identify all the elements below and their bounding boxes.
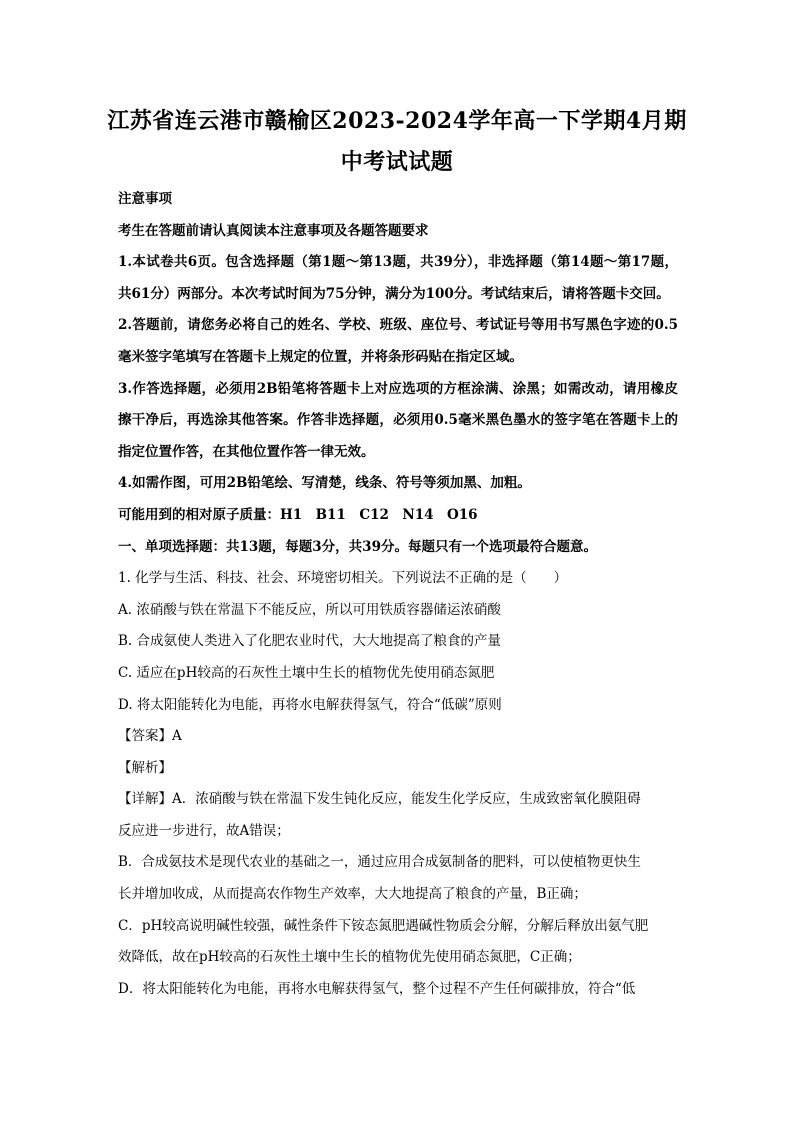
atomic-mass-line: 可能用到的相对原子质量：H1 B11 C12 N14 O16: [118, 506, 478, 523]
analysis-heading: 【解析】: [118, 759, 172, 776]
detail-c-line2: 效降低，故在pH较高的石灰性土壤中生长的植物优先使用硝态氮肥，C正确；: [118, 949, 581, 966]
detail-a-line2: 反应进一步进行，故A错误；: [118, 822, 290, 839]
detail-a-line1: 【详解】A．浓硝酸与铁在常温下发生钝化反应，能发生化学反应，生成致密氧化膜阻碍: [118, 791, 641, 808]
notice-item-3: 3.作答选择题，必须用2B铅笔将答题卡上对应选项的方框涂满、涂黑；如需改动，请用橡皮擦干净后，再选涂其他答案。作答非选择题，必须用0.5毫米黑色墨水的签字笔在答题卡上的指定位置作答，在其他位置作答一律无效。: [118, 380, 678, 460]
answer-label: 【答案】A: [118, 728, 182, 745]
question-stem: 1. 化学与生活、科技、社会、环境密切相关。下列说法不正确的是（ ）: [118, 570, 568, 587]
option-b: B. 合成氨使人类进入了化肥农业时代，大大地提高了粮食的产量: [118, 633, 502, 650]
detail-b-line1: B．合成氨技术是现代农业的基础之一，通过应用合成氨制备的肥料，可以使植物更快生: [118, 854, 641, 871]
detail-b-line2: 长并增加收成，从而提高农作物生产效率，大大地提高了粮食的产量，B正确；: [118, 886, 587, 903]
notice-item-1: 1.本试卷共6页。包含选择题（第1题～第13题，共39分），非选择题（第14题～第17题，共61分）两部分。本次考试时间为75分钟，满分为100分。考试结束后，请将答题卡交回。: [118, 254, 678, 302]
option-d: D. 将太阳能转化为电能，再将水电解获得氢气，符合“低碳”原则: [118, 696, 502, 713]
option-c: C. 适应在pH较高的石灰性土壤中生长的植物优先使用硝态氮肥: [118, 664, 495, 681]
option-a: A. 浓硝酸与铁在常温下不能反应，所以可用铁质容器储运浓硝酸: [118, 601, 501, 618]
document-title-line2: 中考试试题: [340, 149, 454, 175]
detail-d-line1: D．将太阳能转化为电能，再将水电解获得氢气，整个过程不产生任何碳排放，符合“低: [118, 980, 636, 997]
notice-intro: 考生在答题前请认真阅读本注意事项及各题答题要求: [118, 222, 429, 239]
notice-heading: 注意事项: [118, 191, 172, 207]
detail-c-line1: C．pH较高说明碱性较强，碱性条件下铵态氮肥遇碱性物质会分解，分解后释放出氨气肥: [118, 917, 649, 934]
notice-item-4: 4.如需作图，可用2B铅笔绘、写清楚，线条、符号等须加黑、加粗。: [118, 475, 531, 492]
notice-item-2: 2.答题前，请您务必将自己的姓名、学校、班级、座位号、考试证号等用书写黑色字迹的0.5毫米签字笔填写在答题卡上规定的位置，并将条形码贴在指定区域。: [118, 317, 678, 365]
document-title-line1: 江苏省连云港市赣榆区2023-2024学年高一下学期4月期: [107, 108, 687, 134]
section-heading: 一、单项选择题：共13题，每题3分，共39分。每题只有一个选项最符合题意。: [118, 538, 597, 555]
document-body: [118, 184, 678, 1005]
